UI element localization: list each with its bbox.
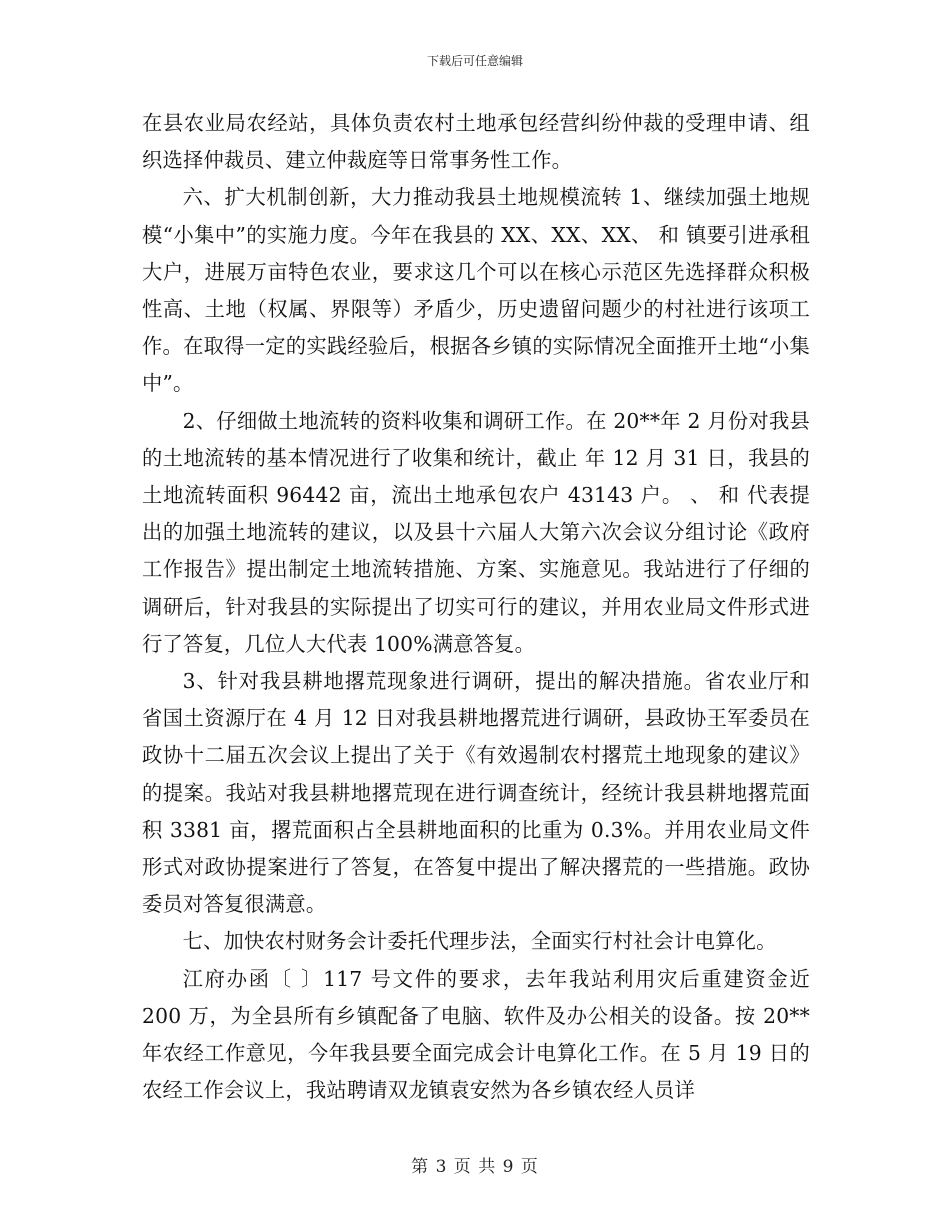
paragraph: 3、针对我县耕地撂荒现象进行调研，提出的解决措施。省农业厅和省国土资源厅在 4 月 12 日对我县耕地撂荒进行调研，县政协王军委员在政协十二届五次会议上提出了关于《有效遏制农村撂荒土地现象的建议》的提案。我站对我县耕地撂荒现在进行调查统计，经统计我县耕地撂荒面积 3381 亩，撂荒面积占全县耕地面积的比重为 0.3%。并用农业局文件形式对政协提案进行了答复，在答复中提出了解决撂荒的一些措施。政协委员对答复很满意。 (142, 669, 810, 917)
paragraph: 七、加快农村财务会计委托代理步法，全面实行村社会计电算化。 (182, 929, 777, 954)
paragraph: 在县农业局农经站，具体负责农村土地承包经营纠纷仲裁的受理申请、组织选择仲裁员、建立仲裁庭等日常事务性工作。 (142, 111, 810, 173)
paragraph: 2、仔细做土地流转的资料收集和调研工作。在 20**年 2 月份对我县的土地流转的基本情况进行了收集和统计，截止 年 12 月 31 日，我县的土地流转面积 96442 亩，流出土地承包农户 43143 户。 、 和 代表提出的加强土地流转的建议，以及县十六届人大第六次会议分组讨论《政府工作报告》提出制定土地流转措施、方案、实施意见。我站进行了仔细的调研后，针对我县的实际提出了切实可行的建议，并用农业局文件形式进行了答复，几位人大代表 100%满意答复。 (142, 408, 810, 656)
page-number: 第 3 页 共 9 页 (411, 1157, 539, 1177)
paragraph: 江府办函〔 〕117 号文件的要求，去年我站利用灾后重建资金近 200 万，为全县所有乡镇配备了电脑、软件及办公相关的设备。按 20**年农经工作意见，今年我县要全面完成会计电算化工作。在 5 月 19 日的农经工作会议上，我站聘请双龙镇袁安然为各乡镇农经人员详 (142, 966, 810, 1103)
page-header-note: 下载后可任意编辑 (426, 54, 523, 68)
paragraph: 六、扩大机制创新，大力推动我县土地规模流转 1、继续加强土地规模“小集中”的实施力度。今年在我县的 XX、XX、XX、 和 镇要引进承租大户，进展万亩特色农业，要求这几个可以在核心示范区先选择群众积极性高、土地（权属、界限等）矛盾少，历史遗留问题少的村社进行该项工作。在取得一定的实践经验后，根据各乡镇的实际情况全面推开土地“小集中”。 (142, 185, 810, 396)
document-body (142, 105, 810, 1109)
